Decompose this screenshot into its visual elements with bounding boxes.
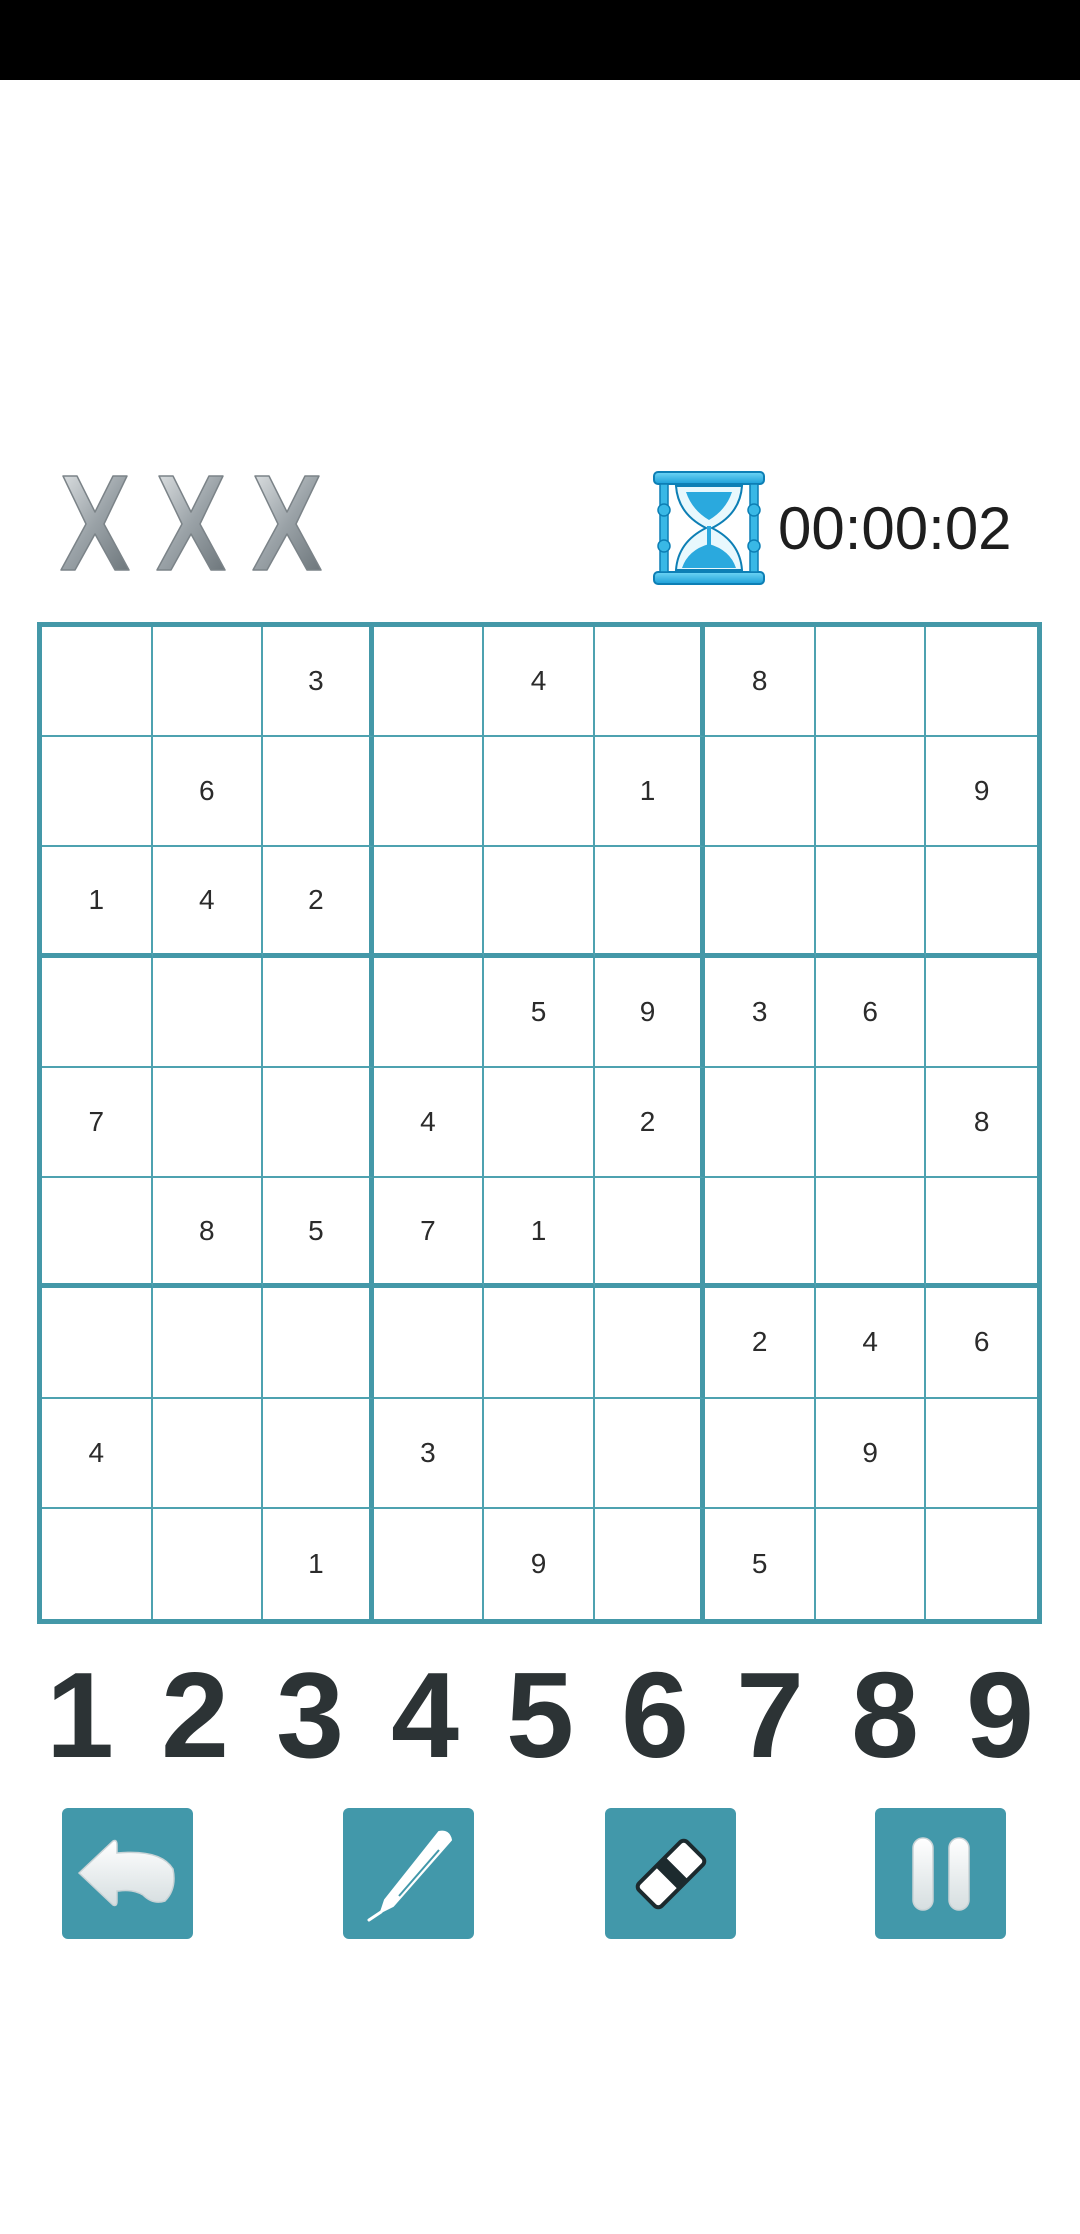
sudoku-cell[interactable] (484, 1288, 595, 1398)
number-key-4[interactable]: 4 (391, 1647, 459, 1783)
sudoku-cell[interactable] (926, 847, 1037, 957)
sudoku-board[interactable] (37, 622, 1042, 1624)
sudoku-cell[interactable]: 3 (705, 958, 816, 1068)
erase-button[interactable] (605, 1808, 736, 1939)
number-key-5[interactable]: 5 (506, 1647, 574, 1783)
mistakes-counter (55, 468, 327, 578)
sudoku-cell[interactable] (263, 737, 374, 847)
pencil-button[interactable] (343, 1808, 474, 1939)
sudoku-cell[interactable] (595, 627, 706, 737)
sudoku-cell[interactable]: 8 (153, 1178, 264, 1288)
sudoku-cell[interactable] (263, 958, 374, 1068)
number-key-3[interactable]: 3 (276, 1647, 344, 1783)
sudoku-cell[interactable] (484, 1399, 595, 1509)
sudoku-cell[interactable] (153, 1509, 264, 1619)
sudoku-cell[interactable] (153, 627, 264, 737)
sudoku-cell[interactable] (705, 737, 816, 847)
number-key-8[interactable]: 8 (851, 1647, 919, 1783)
sudoku-cell[interactable]: 4 (42, 1399, 153, 1509)
sudoku-cell[interactable]: 1 (595, 737, 706, 847)
sudoku-cell[interactable] (263, 1288, 374, 1398)
undo-button[interactable] (62, 1808, 193, 1939)
sudoku-cell[interactable] (816, 1068, 927, 1178)
sudoku-cell[interactable]: 5 (484, 958, 595, 1068)
sudoku-cell[interactable] (705, 1068, 816, 1178)
sudoku-cell[interactable] (595, 1509, 706, 1619)
sudoku-cell[interactable]: 2 (263, 847, 374, 957)
sudoku-cell[interactable]: 1 (263, 1509, 374, 1619)
sudoku-cell[interactable] (595, 847, 706, 957)
sudoku-cell[interactable]: 5 (705, 1509, 816, 1619)
sudoku-cell[interactable]: 7 (42, 1068, 153, 1178)
sudoku-cell[interactable]: 3 (374, 1399, 485, 1509)
sudoku-cell[interactable] (816, 1509, 927, 1619)
pencil-icon (359, 1824, 459, 1924)
sudoku-cell[interactable]: 5 (263, 1178, 374, 1288)
sudoku-cell[interactable] (42, 737, 153, 847)
sudoku-cell[interactable] (153, 1399, 264, 1509)
sudoku-cell[interactable] (153, 1288, 264, 1398)
sudoku-cell[interactable] (595, 1288, 706, 1398)
sudoku-cell[interactable] (816, 627, 927, 737)
sudoku-cell[interactable] (484, 737, 595, 847)
sudoku-cell[interactable] (42, 1509, 153, 1619)
sudoku-cell[interactable]: 1 (42, 847, 153, 957)
sudoku-cell[interactable] (705, 847, 816, 957)
sudoku-cell[interactable]: 6 (926, 1288, 1037, 1398)
number-pad (30, 1647, 1050, 1783)
timer-text: 00:00:02 (778, 494, 1012, 562)
status-bar (0, 0, 1080, 80)
sudoku-cell[interactable] (374, 847, 485, 957)
pause-button[interactable] (875, 1808, 1006, 1939)
sudoku-cell[interactable] (153, 958, 264, 1068)
timer (652, 470, 1012, 586)
sudoku-cell[interactable] (484, 847, 595, 957)
sudoku-cell[interactable]: 9 (484, 1509, 595, 1619)
sudoku-cell[interactable] (42, 1288, 153, 1398)
pause-icon (891, 1824, 991, 1924)
sudoku-cell[interactable] (926, 627, 1037, 737)
sudoku-cell[interactable] (374, 1509, 485, 1619)
sudoku-cell[interactable]: 6 (816, 958, 927, 1068)
number-key-7[interactable]: 7 (736, 1647, 804, 1783)
sudoku-cell[interactable] (263, 1068, 374, 1178)
number-key-9[interactable]: 9 (966, 1647, 1034, 1783)
sudoku-cell[interactable]: 6 (153, 737, 264, 847)
sudoku-cell[interactable] (926, 1399, 1037, 1509)
sudoku-cell[interactable] (816, 847, 927, 957)
mistake-x-icon (55, 468, 135, 578)
sudoku-cell[interactable] (263, 1399, 374, 1509)
sudoku-cell[interactable] (926, 1178, 1037, 1288)
number-key-6[interactable]: 6 (621, 1647, 689, 1783)
eraser-icon (621, 1824, 721, 1924)
sudoku-cell[interactable]: 4 (816, 1288, 927, 1398)
undo-arrow-icon (73, 1829, 183, 1919)
sudoku-cell[interactable] (42, 1178, 153, 1288)
mistake-x-icon (151, 468, 231, 578)
number-key-2[interactable]: 2 (161, 1647, 229, 1783)
sudoku-cell[interactable]: 8 (705, 627, 816, 737)
sudoku-cell[interactable]: 3 (263, 627, 374, 737)
sudoku-cell[interactable]: 4 (484, 627, 595, 737)
sudoku-cell[interactable]: 9 (816, 1399, 927, 1509)
sudoku-cell[interactable] (816, 1178, 927, 1288)
sudoku-cell[interactable] (42, 958, 153, 1068)
sudoku-cell[interactable]: 7 (374, 1178, 485, 1288)
hourglass-icon (652, 470, 766, 586)
sudoku-cell[interactable]: 2 (595, 1068, 706, 1178)
sudoku-cell[interactable] (705, 1178, 816, 1288)
sudoku-cell[interactable] (484, 1068, 595, 1178)
sudoku-cell[interactable] (153, 1068, 264, 1178)
sudoku-cell[interactable] (595, 1178, 706, 1288)
sudoku-cell[interactable] (816, 737, 927, 847)
sudoku-cell[interactable] (595, 1399, 706, 1509)
sudoku-cell[interactable] (42, 627, 153, 737)
sudoku-cell[interactable] (705, 1399, 816, 1509)
sudoku-cell[interactable] (374, 958, 485, 1068)
sudoku-cell[interactable]: 4 (374, 1068, 485, 1178)
sudoku-cell[interactable] (926, 958, 1037, 1068)
number-key-1[interactable]: 1 (46, 1647, 114, 1783)
sudoku-cell[interactable] (374, 737, 485, 847)
sudoku-cell[interactable] (374, 1288, 485, 1398)
sudoku-cell[interactable]: 8 (926, 1068, 1037, 1178)
sudoku-cell[interactable] (374, 627, 485, 737)
sudoku-cell[interactable]: 2 (705, 1288, 816, 1398)
sudoku-cell[interactable]: 9 (595, 958, 706, 1068)
sudoku-cell[interactable]: 9 (926, 737, 1037, 847)
mistake-x-icon (247, 468, 327, 578)
sudoku-cell[interactable]: 4 (153, 847, 264, 957)
sudoku-cell[interactable]: 1 (484, 1178, 595, 1288)
sudoku-cell[interactable] (926, 1509, 1037, 1619)
